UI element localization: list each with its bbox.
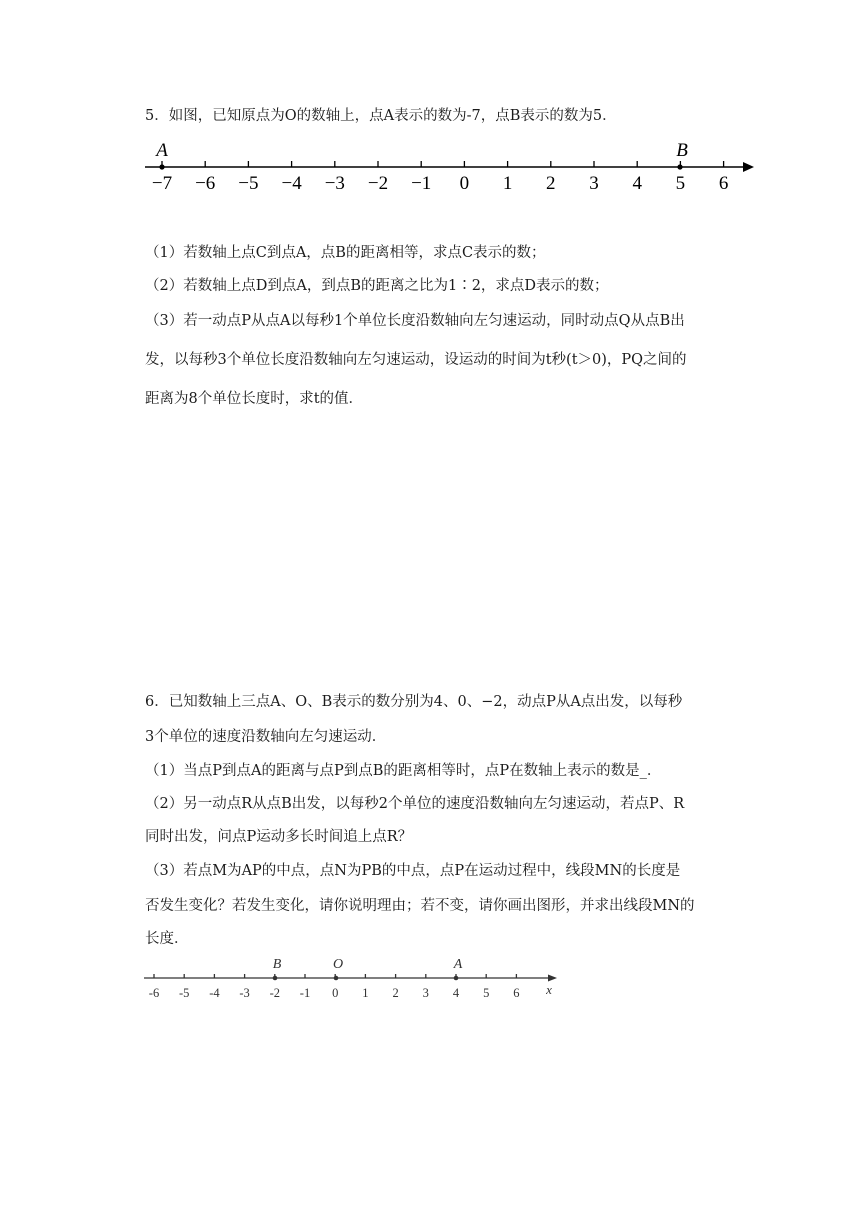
q5-part3-line3: 距离为8个单位长度时，求t的值． xyxy=(145,391,364,407)
q5-tick-label: −4 xyxy=(281,173,302,194)
q6-point-o-dot xyxy=(334,976,339,981)
q6-point-o-label: O xyxy=(332,957,344,972)
q6-part1: （1）当点P到点A的距离与点P到点B的距离相等时，点P在数轴上表示的数是_． xyxy=(145,763,662,779)
q5-part3-line1: （3）若一动点P从点A以每秒1个单位长度沿数轴向左匀速运动，同时动点Q从点B出 xyxy=(145,313,685,329)
q6-stem-line1: 6．已知数轴上三点A、O、B表示的数分别为4、0、−2，动点P从A点出发，以每秒 xyxy=(145,694,683,710)
q5-tick-label: 6 xyxy=(718,173,729,194)
q5-tick-label: −3 xyxy=(324,173,345,194)
q6-number-line xyxy=(140,952,570,1002)
q6-tick-label: 1 xyxy=(362,986,369,1000)
q6-point-b-dot xyxy=(273,976,278,981)
q6-tick-label: -4 xyxy=(209,986,220,1000)
q6-tick-label: -3 xyxy=(239,986,250,1000)
q6-stem-line2: 3个单位的速度沿数轴向左匀速运动． xyxy=(145,729,387,745)
q6-part3-line2: 否发生变化？若发生变化，请你说明理由；若不变，请你画出图形，并求出线段MN的 xyxy=(145,898,695,914)
q5-tick-label: 3 xyxy=(589,173,599,194)
q5-tick-label: 0 xyxy=(459,173,470,194)
q6-part3-line3: 长度． xyxy=(145,931,189,947)
q5-point-b-label: B xyxy=(676,140,688,161)
q6-tick-label: 0 xyxy=(332,986,339,1000)
q5-tick-label: −1 xyxy=(411,173,432,194)
q6-tick-label: -5 xyxy=(178,986,190,1000)
q6-part2-line2: 同时出发，问点P运动多长时间追上点R？ xyxy=(145,829,413,845)
q5-point-a-dot xyxy=(159,164,164,169)
q5-stem: 5．如图，已知原点为O的数轴上，点A表示的数为-7，点B表示的数为5． xyxy=(145,108,617,124)
q5-part2: （2）若数轴上点D到点A，到点B的距离之比为1∶2，求点D表示的数； xyxy=(145,278,609,294)
q5-point-b-dot xyxy=(677,164,682,169)
q6-axis-arrow xyxy=(548,975,557,982)
q6-tick-label: -6 xyxy=(148,986,160,1000)
q6-point-b-label: B xyxy=(272,957,282,972)
q6-tick-label: 4 xyxy=(452,986,460,1000)
q5-tick-label: −5 xyxy=(238,173,259,194)
q5-tick-label: 2 xyxy=(546,173,556,194)
q5-tick-label: −2 xyxy=(367,173,389,194)
q6-tick-label: 6 xyxy=(513,986,520,1000)
q5-tick-label: 1 xyxy=(502,173,513,194)
q5-axis-arrow xyxy=(743,162,754,172)
q6-part2-line1: （2）另一动点R从点B出发，以每秒2个单位的速度沿数轴向左匀速运动，若点P、R xyxy=(145,796,685,812)
q5-point-a-label: A xyxy=(156,140,168,161)
q6-tick-label: -1 xyxy=(299,986,311,1000)
q6-part3-line1: （3）若点M为AP的中点，点N为PB的中点，点P在运动过程中，线段MN的长度是 xyxy=(145,863,681,879)
q5-tick-label: 5 xyxy=(675,173,686,194)
q5-tick-label: 4 xyxy=(632,173,642,194)
q5-part3-line2: 发，以每秒3个单位长度沿数轴向左匀速运动，设运动的时间为t秒(t＞0)，PQ之间的 xyxy=(145,352,687,368)
q5-tick-label: −7 xyxy=(151,173,173,194)
q6-tick-label: 2 xyxy=(392,986,399,1000)
q5-number-line xyxy=(140,135,760,195)
q6-tick-label: -2 xyxy=(269,986,281,1000)
q6-axis-x-label: x xyxy=(546,982,552,997)
q6-tick-label: 3 xyxy=(422,986,429,1000)
q5-part1: （1）若数轴上点C到点A，点B的距离相等，求点C表示的数； xyxy=(145,245,546,261)
q6-tick-label: 5 xyxy=(483,986,490,1000)
q6-point-a-label: A xyxy=(453,957,463,972)
q6-point-a-dot xyxy=(454,976,459,981)
q5-tick-label: −6 xyxy=(195,173,216,194)
